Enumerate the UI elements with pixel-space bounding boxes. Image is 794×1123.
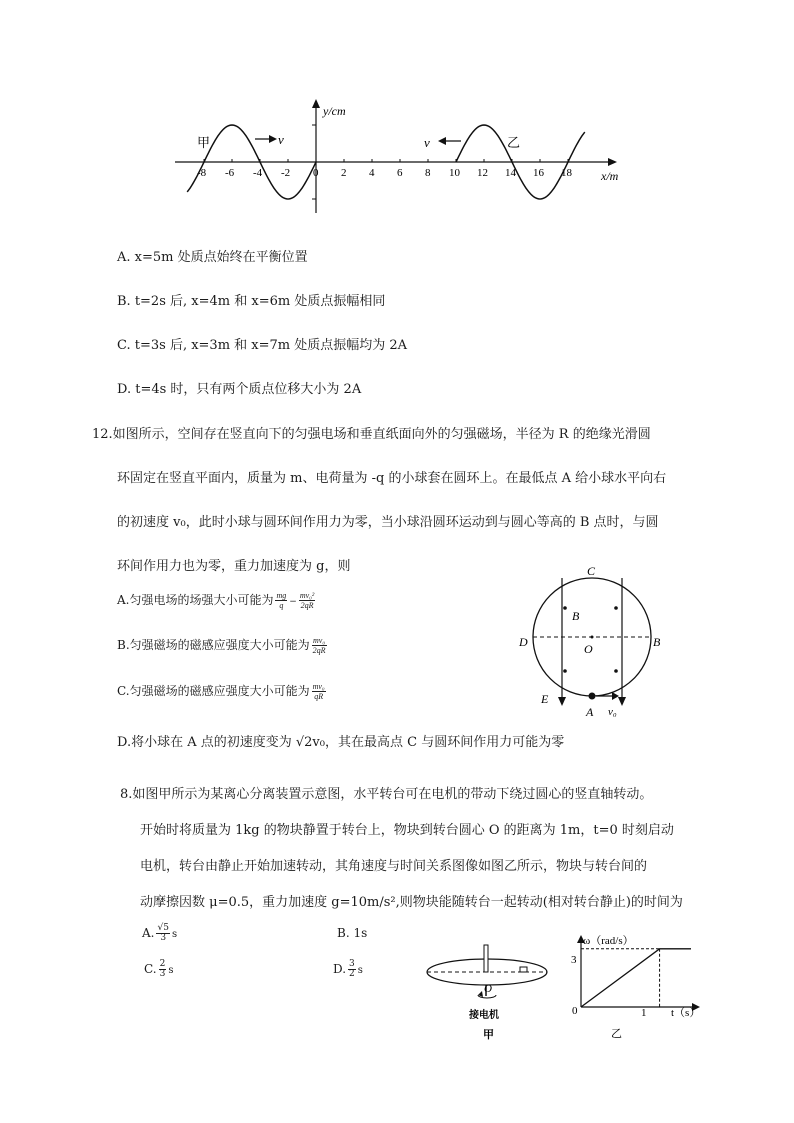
q8-option-a-frac xyxy=(156,924,169,943)
q8-option-c-frac xyxy=(159,960,167,979)
q12-a-frac2-num: mv₀² xyxy=(299,591,315,600)
q12-option-a xyxy=(117,591,317,610)
b-field-dot xyxy=(563,669,567,673)
q12-a-minus: − xyxy=(289,597,297,607)
q12-option-a-frac1 xyxy=(275,591,287,610)
turntable-center-label: O xyxy=(484,983,492,995)
x-tick-label: 12 xyxy=(477,167,488,179)
q8-a-unit: s xyxy=(171,929,178,940)
wave-figure xyxy=(165,95,635,220)
q11-option-a: A. x=5m 处质点始终在平衡位置 xyxy=(117,250,308,265)
q12-option-d: D.将小球在 A 点的初速度变为 √2v₀，其在最高点 C 与圆环间作用力可能为零 xyxy=(117,735,565,750)
motor-label: 接电机 xyxy=(469,1010,499,1021)
x-tick-label: 6 xyxy=(397,167,403,179)
q8-option-a xyxy=(142,924,177,943)
q8-c-unit: s xyxy=(168,965,174,976)
x-tick-label: 10 xyxy=(449,167,460,179)
q8-option-c-label: C. xyxy=(144,962,157,976)
q8-c-num: 2 xyxy=(159,959,166,969)
q8-option-d-label: D. xyxy=(333,962,347,976)
q12-option-a-frac2 xyxy=(299,591,316,610)
q12-c-frac-den: qR xyxy=(314,692,324,701)
x-tick-label: -6 xyxy=(225,167,235,179)
velocity-label-left: v xyxy=(278,132,284,147)
label-b-inner: B xyxy=(572,609,580,623)
b-field-dot xyxy=(614,669,618,673)
q12-b-frac-num: mv₀ xyxy=(313,636,326,645)
ball xyxy=(589,693,596,700)
wave-label-yi: 乙 xyxy=(507,135,521,150)
q12-stem-line-4: 环间作用力也为零，重力加速度为 g，则 xyxy=(117,559,351,574)
label-b: B xyxy=(653,635,661,649)
field-arrow-left-icon xyxy=(558,697,566,706)
q12-stem-line-1: 12.如图所示，空间存在竖直向下的匀强电场和垂直纸面向外的匀强磁场，半径为 R 的绝缘光滑圆 xyxy=(92,427,651,442)
q11-option-d: D. t=4s 时，只有两个质点位移大小为 2A xyxy=(117,382,362,397)
q12-option-c-frac xyxy=(312,682,326,701)
b-field-dot xyxy=(563,606,567,610)
q8-stem-line-3: 电机，转台由静止开始加速转动，其角速度与时间关系图像如图乙所示，物块与转台间的 xyxy=(140,859,648,874)
x-tick-label: 8 xyxy=(425,167,431,179)
field-arrow-right-icon xyxy=(618,697,626,706)
q12-option-b-text: B.匀强磁场的磁感应强度大小可能为 xyxy=(117,638,310,652)
x-tick-label: 18 xyxy=(561,167,572,179)
y-tick-3: 3 xyxy=(571,954,577,966)
wave-label-jia: 甲 xyxy=(197,135,211,150)
axle-top xyxy=(484,945,488,972)
q8-option-d-frac xyxy=(348,960,356,979)
chart-series-line xyxy=(581,949,691,1007)
x-tick-label: -4 xyxy=(253,167,263,179)
turntable-figure xyxy=(420,940,560,1045)
q8-d-den: 2 xyxy=(349,969,355,979)
x-tick-label: 0 xyxy=(313,167,319,179)
q12-b-frac-den: 2qR xyxy=(312,646,326,655)
y-axis-arrow-icon xyxy=(312,99,320,108)
origin-label: 0 xyxy=(572,1005,578,1017)
label-e: E xyxy=(541,692,549,706)
q8-stem-line-2: 开始时将质量为 1kg 的物块静置于转台上，物块到转台圆心 O 的距离为 1m，t=0 时刻启动 xyxy=(140,823,674,838)
q8-stem-line-4: 动摩擦因数 μ=0.5，重力加速度 g=10m/s²,则物块能随转台一起转动(相对转台静止)的时间为 xyxy=(140,895,683,910)
q8-c-den: 3 xyxy=(159,969,166,979)
label-o: O xyxy=(584,642,593,656)
q8-a-num: √5 xyxy=(157,923,169,933)
label-v0: v₀ xyxy=(608,706,617,718)
x-axis-label: x/m xyxy=(601,169,619,183)
q8-option-d xyxy=(333,960,363,979)
x-tick-1: 1 xyxy=(641,1007,647,1019)
block xyxy=(520,967,527,972)
q12-option-c-text: C.匀强磁场的磁感应强度大小可能为 xyxy=(117,684,310,698)
x-axis-arrow-icon xyxy=(608,158,617,166)
label-d: D xyxy=(519,635,528,649)
x-tick-label: 2 xyxy=(341,167,347,179)
q12-c-frac-num: mv₀ xyxy=(312,682,325,691)
v0-arrow-icon xyxy=(612,692,619,700)
q12-a-frac1-num: mg xyxy=(276,591,287,600)
y-axis-label: y/cm xyxy=(323,104,346,118)
omega-axis-label: ω（rad/s） xyxy=(583,935,634,947)
velocity-label-right: v xyxy=(424,135,430,150)
label-c: C xyxy=(587,564,596,578)
ring-figure xyxy=(512,560,672,720)
x-tick-label: -8 xyxy=(197,167,207,179)
b-field-dot xyxy=(614,606,618,610)
q11-option-b: B. t=2s 后, x=4m 和 x=6m 处质点振幅相同 xyxy=(117,294,386,309)
q12-stem-line-3: 的初速度 v₀，此时小球与圆环间作用力为零，当小球沿圆环运动到与圆心等高的 B 点时，与圆 xyxy=(117,515,659,530)
q11-option-c: C. t=3s 后, x=3m 和 x=7m 处质点振幅均为 2A xyxy=(117,338,408,353)
arrow-right-icon xyxy=(269,135,277,143)
q12-option-b-frac xyxy=(312,636,327,655)
omega-t-chart xyxy=(563,930,703,1045)
q12-option-b xyxy=(117,636,329,655)
q12-option-c xyxy=(117,682,328,701)
figure-yi-caption: 乙 xyxy=(611,1028,622,1040)
q8-stem-line-1: 8.如图甲所示为某离心分离装置示意图，水平转台可在电机的带动下绕过圆心的竖直轴转动。 xyxy=(120,787,653,802)
x-tick-label: 14 xyxy=(505,167,516,179)
q8-a-den: 3 xyxy=(160,933,167,943)
q12-stem-line-2: 环固定在竖直平面内，质量为 m、电荷量为 -q 的小球套在圆环上。在最低点 A 给小球水平向右 xyxy=(117,471,667,486)
x-tick-label: 16 xyxy=(533,167,544,179)
time-axis-label: t（s） xyxy=(671,1007,701,1019)
x-tick-label: 4 xyxy=(369,167,375,179)
q8-d-unit: s xyxy=(357,965,363,976)
label-a: A xyxy=(586,705,594,719)
q8-option-c xyxy=(144,960,173,979)
center-dot xyxy=(591,636,594,639)
q8-option-a-label: A. xyxy=(142,926,155,940)
x-tick-label: -2 xyxy=(281,167,291,179)
q12-a-frac2-den: 2qR xyxy=(300,601,314,610)
q12-option-a-text: A.匀强电场的场强大小可能为 xyxy=(117,593,274,607)
q12-a-frac1-den: q xyxy=(279,601,284,610)
q8-option-b: B. 1s xyxy=(337,926,368,940)
q8-d-num: 3 xyxy=(349,959,355,969)
figure-jia-caption: 甲 xyxy=(483,1029,494,1041)
